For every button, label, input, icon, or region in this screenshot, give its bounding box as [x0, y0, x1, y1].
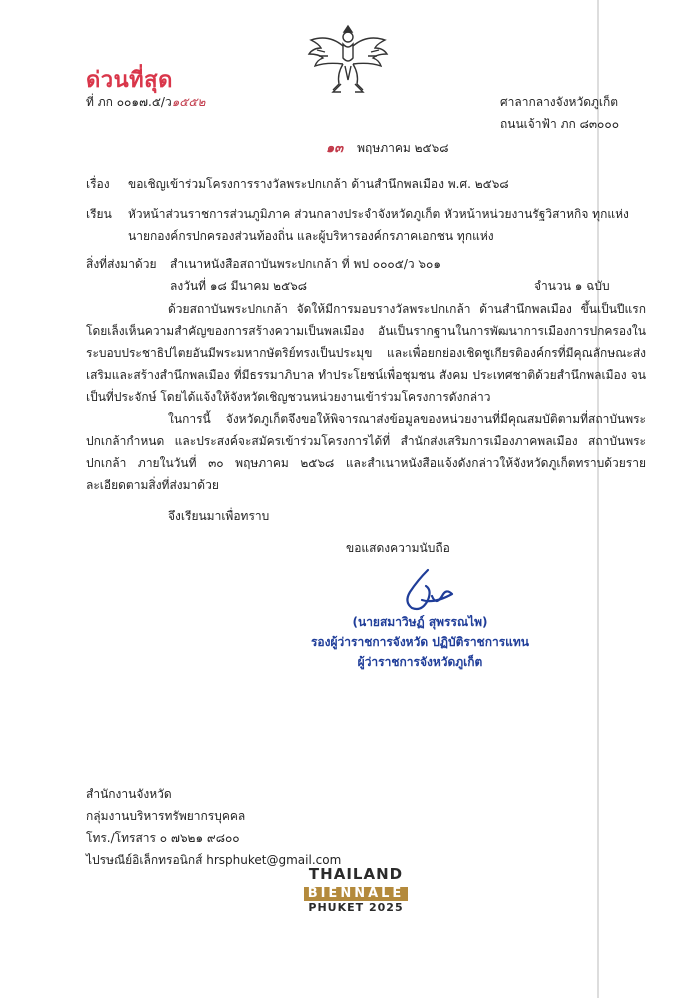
subject-text: ขอเชิญเข้าร่วมโครงการรางวัลพระปกเกล้า ด้านสำนึกพลเมือง พ.ศ. ๒๕๖๘ — [128, 177, 509, 191]
recipient-line-1: หัวหน้าส่วนราชการส่วนภูมิภาค ส่วนกลางประจำจังหวัดภูเก็ต หัวหน้าหน่วยงานรัฐวิสาหกิจ ทุกแห่ง — [128, 207, 629, 221]
signature-mark — [398, 566, 458, 616]
footer-email: ไปรษณีย์อิเล็กทรอนิกส์ hrsphuket@gmail.com — [86, 853, 342, 867]
date-day-handwritten: ๑๓ — [326, 141, 344, 156]
footer-division: กลุ่มงานบริหารทรัพยากรบุคคล — [86, 809, 246, 823]
footer-office: สำนักงานจังหวัด — [86, 787, 172, 801]
signatory-position-2: ผู้ว่าราชการจังหวัดภูเก็ต — [357, 655, 483, 669]
body-paragraph-2: ในการนี้ จังหวัดภูเก็ตจึงขอให้พิจารณาส่งข้อมูลของหน่วยงานที่มีคุณสมบัติตามที่สถาบันพระปกเกล้ากำหนด และประสงค์จะสมัครเข้าร่วมโครงการได้ที่ สำนักส่งเสริมการเมืองภาคพลเมือง สถาบันพระปกเกล้า ภายในวันที่ ๓๐ พฤษภาคม ๒๕๖๘ และสำเนาหนังสือแจ้งดังกล่าวให้จังหวัดภูเก็ตทราบด้วยรายละเอียดตามสิ่งที่ส่งมาด้วย — [86, 412, 646, 492]
recipient-label: เรียน — [86, 207, 112, 221]
urgency-stamp: ด่วนที่สุด — [86, 68, 173, 93]
closing-phrase: จึงเรียนมาเพื่อทราบ — [168, 509, 270, 523]
subject-label: เรื่อง — [86, 177, 110, 191]
document-number-handwritten: ๑๕๕๒ — [171, 95, 206, 109]
document-number — [86, 94, 205, 110]
logo-line-3: PHUKET 2025 — [308, 901, 404, 914]
letter-date — [326, 140, 449, 157]
footer-phone: โทร./โทรสาร ๐ ๗๖๒๑ ๙๘๐๐ — [86, 831, 240, 845]
enclosure-label: สิ่งที่ส่งมาด้วย — [86, 257, 157, 271]
body-paragraph-1: ด้วยสถาบันพระปกเกล้า จัดให้มีการมอบรางวัลพระปกเกล้า ด้านสำนึกพลเมือง ขึ้นเป็นปีแรก โดยเล็งเห็นความสำคัญของการสร้างความเป็นพลเมือง อันเป็นรากฐานในการพัฒนาการเมืองการปกครองในระบอบประชาธิปไตยอันมีพระมหากษัตริย์ทรงเป็นประมุข และเพื่อยกย่องเชิดชูเกียรติองค์กรที่มีคุณลักษณะส่งเสริมและสร้างสำนึกพลเมือง ที่มีธรรมาภิบาล ทำประโยชน์เพื่อชุมชน สังคม ประเทศชาติด้วยสำนึกพลเมือง จนเป็นที่ประจักษ์ โดยได้แจ้งให้จังหวัดเชิญชวนหน่วยงานเข้าร่วมโครงการดังกล่าว — [86, 302, 646, 404]
address-line-2: ถนนเจ้าฟ้า ภก ๘๓๐๐๐ — [500, 117, 620, 131]
garuda-emblem-icon — [305, 20, 391, 98]
date-month-year: พฤษภาคม ๒๕๖๘ — [357, 141, 449, 155]
address-line-1: ศาลากลางจังหวัดภูเก็ต — [500, 95, 619, 109]
logo-line-2: BIENNALE — [304, 887, 409, 901]
enclosure-date: ลงวันที่ ๑๘ มีนาคม ๒๕๖๘ — [170, 279, 308, 293]
enclosure-count: จำนวน ๑ ฉบับ — [534, 279, 610, 293]
enclosure-text: สำเนาหนังสือสถาบันพระปกเกล้า ที่ พป ๐๐๐๕/ว ๖๐๑ — [170, 257, 441, 271]
recipient-line-2: นายกองค์กรปกครองส่วนท้องถิ่น และผู้บริหารองค์กรภาคเอกชน ทุกแห่ง — [128, 229, 494, 243]
regards-text: ขอแสดงความนับถือ — [346, 541, 450, 555]
logo-line-1: THAILAND — [308, 865, 404, 883]
document-number-prefix: ที่ ภก ๐๐๑๗.๕/ว — [86, 95, 172, 109]
signatory-position-1: รองผู้ว่าราชการจังหวัด ปฏิบัติราชการแทน — [310, 635, 529, 649]
page-edge-line — [597, 0, 599, 998]
signatory-name: (นายสมาวิษฏ์ สุพรรณไพ) — [352, 615, 488, 629]
thailand-biennale-logo — [300, 866, 412, 915]
